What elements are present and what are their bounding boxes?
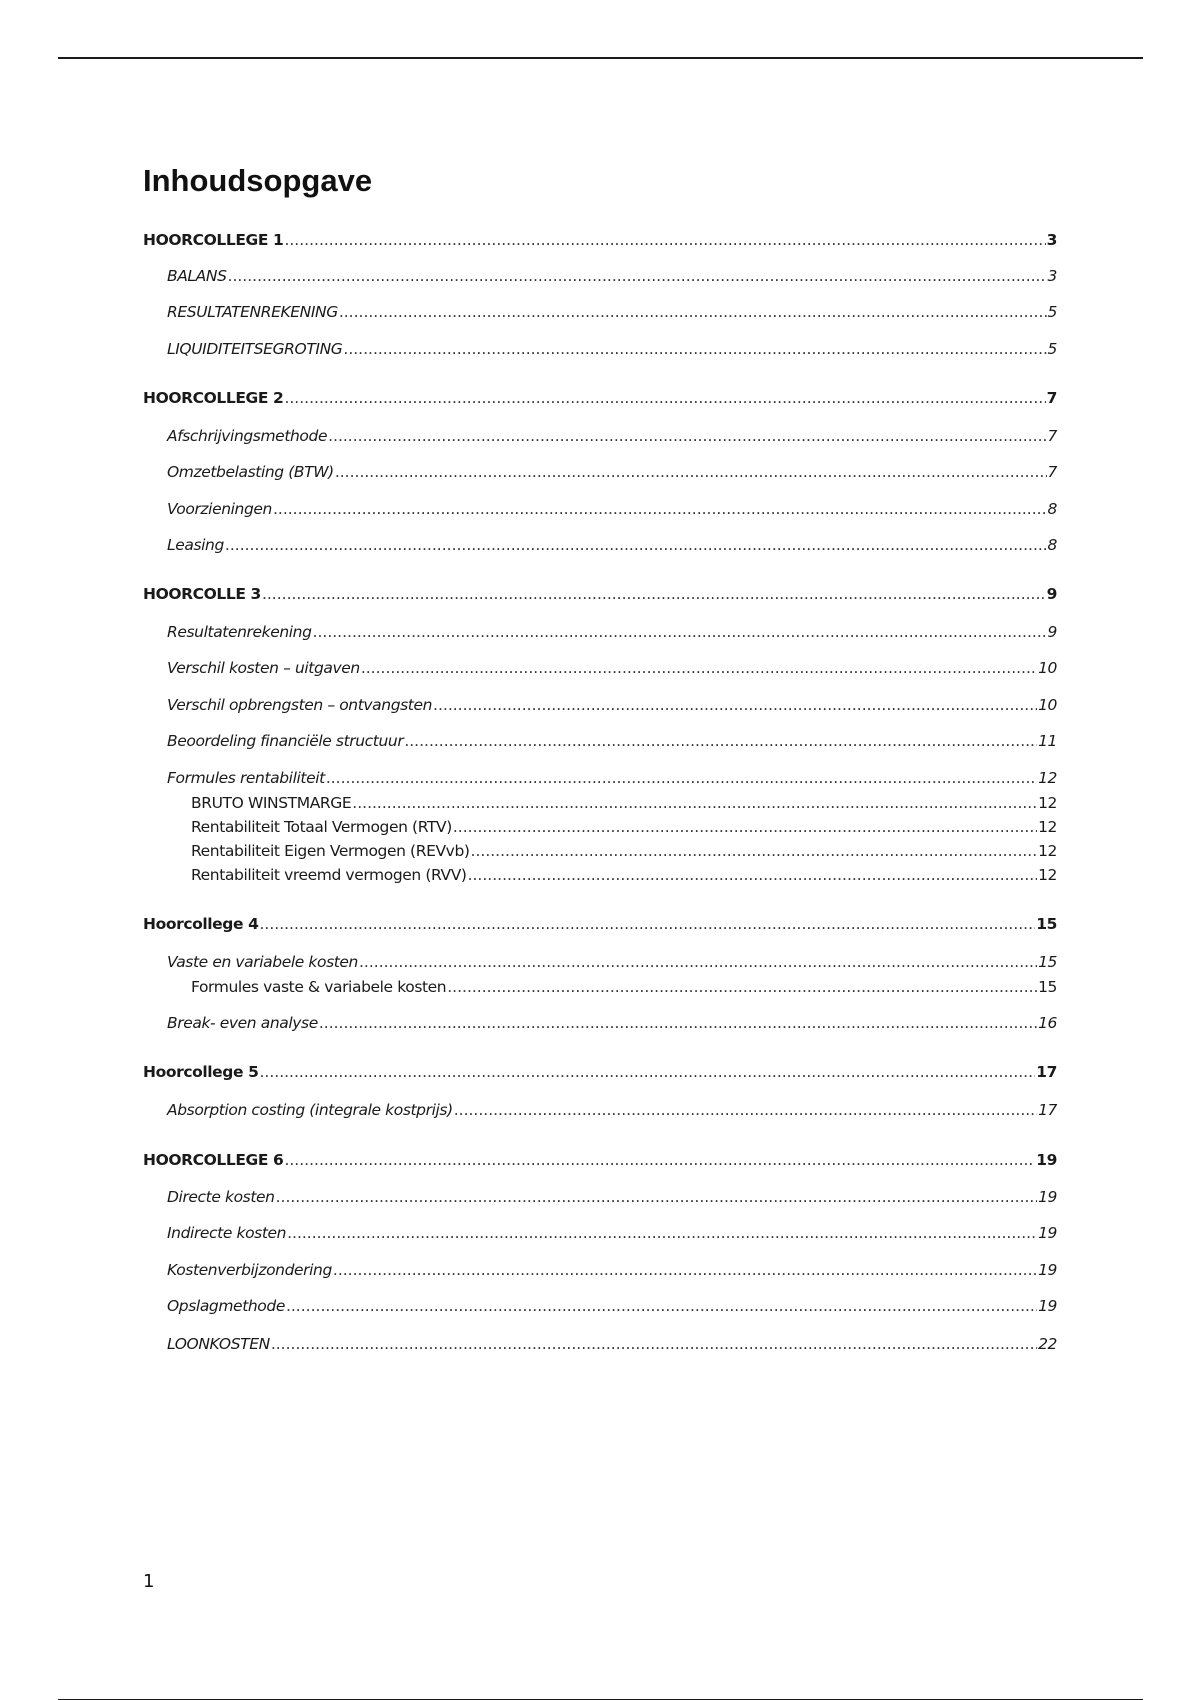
toc-entry-page: 12 [1038, 818, 1057, 836]
toc-entry[interactable] [191, 977, 1057, 997]
toc-entry-text: Voorzieningen [167, 500, 272, 518]
dot-leader [313, 622, 1047, 642]
dot-leader [453, 817, 1037, 837]
dot-leader [259, 914, 1035, 934]
dot-leader [287, 1223, 1037, 1243]
toc-entry[interactable] [167, 462, 1057, 482]
dot-leader [262, 584, 1046, 604]
toc-entry-page: 15 [1038, 978, 1057, 996]
toc-entry-page: 12 [1038, 842, 1057, 860]
toc-entry-text: Vaste en variabele kosten [167, 953, 358, 971]
toc-entry-text: Rentabiliteit Totaal Vermogen (RTV) [191, 818, 452, 836]
toc-entry-page: 11 [1038, 732, 1057, 750]
dot-leader [284, 1150, 1035, 1170]
toc-entry[interactable] [167, 535, 1057, 555]
dot-leader [276, 1187, 1037, 1207]
toc-entry-text: Directe kosten [167, 1188, 275, 1206]
toc-entry-page: 8 [1047, 536, 1057, 554]
toc-entry-text: HOORCOLLEGE 1 [143, 231, 284, 249]
toc-entry-page: 19 [1038, 1261, 1057, 1279]
dot-leader [333, 1260, 1037, 1280]
toc-entry-text: Indirecte kosten [167, 1224, 287, 1242]
header-rule [58, 57, 1143, 59]
toc-entry-text: Afschrijvingsmethode [167, 427, 328, 445]
toc-entry[interactable] [167, 426, 1057, 446]
dot-leader [228, 266, 1047, 286]
toc-entry-page: 19 [1038, 1224, 1057, 1242]
toc-entry[interactable] [167, 499, 1057, 519]
toc-entry[interactable] [167, 1223, 1057, 1243]
toc-entry[interactable] [143, 1150, 1057, 1170]
toc-entry-text: Beoordeling financiële structuur [167, 732, 404, 750]
toc-entry[interactable] [167, 658, 1057, 678]
dot-leader [225, 535, 1047, 555]
toc-entry-text: HOORCOLLEGE 6 [143, 1151, 284, 1169]
toc-entry-text: LIQUIDITEITSEGROTING [167, 340, 343, 358]
toc-entry[interactable] [167, 695, 1057, 715]
toc-entry-page: 9 [1046, 585, 1057, 603]
toc-entry-text: Resultatenrekening [167, 623, 312, 641]
toc-entry-page: 12 [1038, 769, 1057, 787]
toc-entry-page: 19 [1038, 1188, 1057, 1206]
toc-entry-text: LOONKOSTEN [167, 1335, 270, 1353]
toc-entry-page: 19 [1036, 1151, 1057, 1169]
toc-entry-text: BALANS [167, 267, 227, 285]
dot-leader [352, 793, 1037, 813]
toc-entry[interactable] [167, 1334, 1057, 1354]
toc-entry-page: 19 [1038, 1297, 1057, 1315]
toc-entry[interactable] [167, 768, 1057, 788]
toc-entry[interactable] [191, 793, 1057, 813]
toc-entry[interactable] [167, 1296, 1057, 1316]
dot-leader [454, 1100, 1037, 1120]
toc-entry[interactable] [191, 865, 1057, 885]
toc-entry-text: HOORCOLLEGE 2 [143, 389, 284, 407]
toc-entry[interactable] [167, 1100, 1057, 1120]
toc-entry-text: Formules rentabiliteit [167, 769, 325, 787]
dot-leader [326, 768, 1037, 788]
toc-entry-page: 17 [1038, 1101, 1057, 1119]
toc-entry-text: Rentabiliteit Eigen Vermogen (REVvb) [191, 842, 470, 860]
toc-entry-page: 17 [1036, 1063, 1057, 1081]
toc-entry-page: 3 [1046, 231, 1057, 249]
toc-entry-page: 12 [1038, 866, 1057, 884]
toc-entry-page: 15 [1036, 915, 1057, 933]
toc-entry-page: 12 [1038, 794, 1057, 812]
dot-leader [339, 302, 1047, 322]
toc-entry-text: HOORCOLLE 3 [143, 585, 261, 603]
toc-entry[interactable] [143, 1062, 1057, 1082]
toc-entry[interactable] [167, 266, 1057, 286]
toc-entry[interactable] [167, 731, 1057, 751]
toc-entry[interactable] [143, 388, 1057, 408]
toc-entry[interactable] [191, 817, 1057, 837]
dot-leader [433, 695, 1037, 715]
toc-entry-page: 3 [1047, 267, 1057, 285]
dot-leader [284, 230, 1045, 250]
toc-entry-text: BRUTO WINSTMARGE [191, 794, 352, 812]
toc-entry-text: RESULTATENREKENING [167, 303, 338, 321]
toc-entry-page: 10 [1038, 659, 1057, 677]
toc-entry-text: Hoorcollege 5 [143, 1063, 259, 1081]
dot-leader [284, 388, 1045, 408]
toc-entry-text: Verschil opbrengsten – ontvangsten [167, 696, 433, 714]
dot-leader [447, 977, 1037, 997]
toc-entry-page: 7 [1047, 427, 1057, 445]
toc-entry-page: 22 [1038, 1335, 1057, 1353]
toc-entry-text: Absorption costing (integrale kostprijs) [167, 1101, 453, 1119]
page-title: Inhoudsopgave [143, 163, 373, 198]
toc-entry[interactable] [167, 339, 1057, 359]
toc-entry[interactable] [167, 952, 1057, 972]
toc-entry-page: 7 [1046, 389, 1057, 407]
dot-leader [335, 462, 1047, 482]
toc-entry[interactable] [143, 230, 1057, 250]
dot-leader [271, 1334, 1037, 1354]
toc-entry[interactable] [143, 584, 1057, 604]
dot-leader [343, 339, 1046, 359]
toc-entry[interactable] [167, 302, 1057, 322]
toc-entry-page: 16 [1038, 1014, 1057, 1032]
dot-leader [286, 1296, 1037, 1316]
toc-entry-text: Verschil kosten – uitgaven [167, 659, 360, 677]
toc-entry-text: Hoorcollege 4 [143, 915, 259, 933]
toc-entry-text: Formules vaste & variabele kosten [191, 978, 447, 996]
toc-entry-page: 5 [1047, 303, 1057, 321]
dot-leader [468, 865, 1037, 885]
toc-entry[interactable] [167, 622, 1057, 642]
toc-entry-text: Break- even analyse [167, 1014, 318, 1032]
toc-entry[interactable] [191, 841, 1057, 861]
toc-entry[interactable] [167, 1187, 1057, 1207]
dot-leader [328, 426, 1046, 446]
toc-entry-text: Omzetbelasting (BTW) [167, 463, 334, 481]
toc-entry[interactable] [167, 1260, 1057, 1280]
toc-entry[interactable] [143, 914, 1057, 934]
toc-entry-page: 8 [1047, 500, 1057, 518]
dot-leader [361, 658, 1037, 678]
dot-leader [319, 1013, 1037, 1033]
toc-entry-page: 5 [1047, 340, 1057, 358]
toc-entry-page: 10 [1038, 696, 1057, 714]
toc-entry-text: Kostenverbijzondering [167, 1261, 332, 1279]
toc-entry-text: Opslagmethode [167, 1297, 285, 1315]
toc-entry-page: 7 [1047, 463, 1057, 481]
toc-entry-text: Rentabiliteit vreemd vermogen (RVV) [191, 866, 467, 884]
dot-leader [259, 1062, 1035, 1082]
toc-entry-page: 15 [1038, 953, 1057, 971]
dot-leader [273, 499, 1047, 519]
toc-entry-page: 9 [1047, 623, 1057, 641]
dot-leader [359, 952, 1037, 972]
toc-entry[interactable] [167, 1013, 1057, 1033]
toc-entry-text: Leasing [167, 536, 224, 554]
page-number: 1 [143, 1571, 155, 1592]
dot-leader [471, 841, 1038, 861]
dot-leader [404, 731, 1037, 751]
